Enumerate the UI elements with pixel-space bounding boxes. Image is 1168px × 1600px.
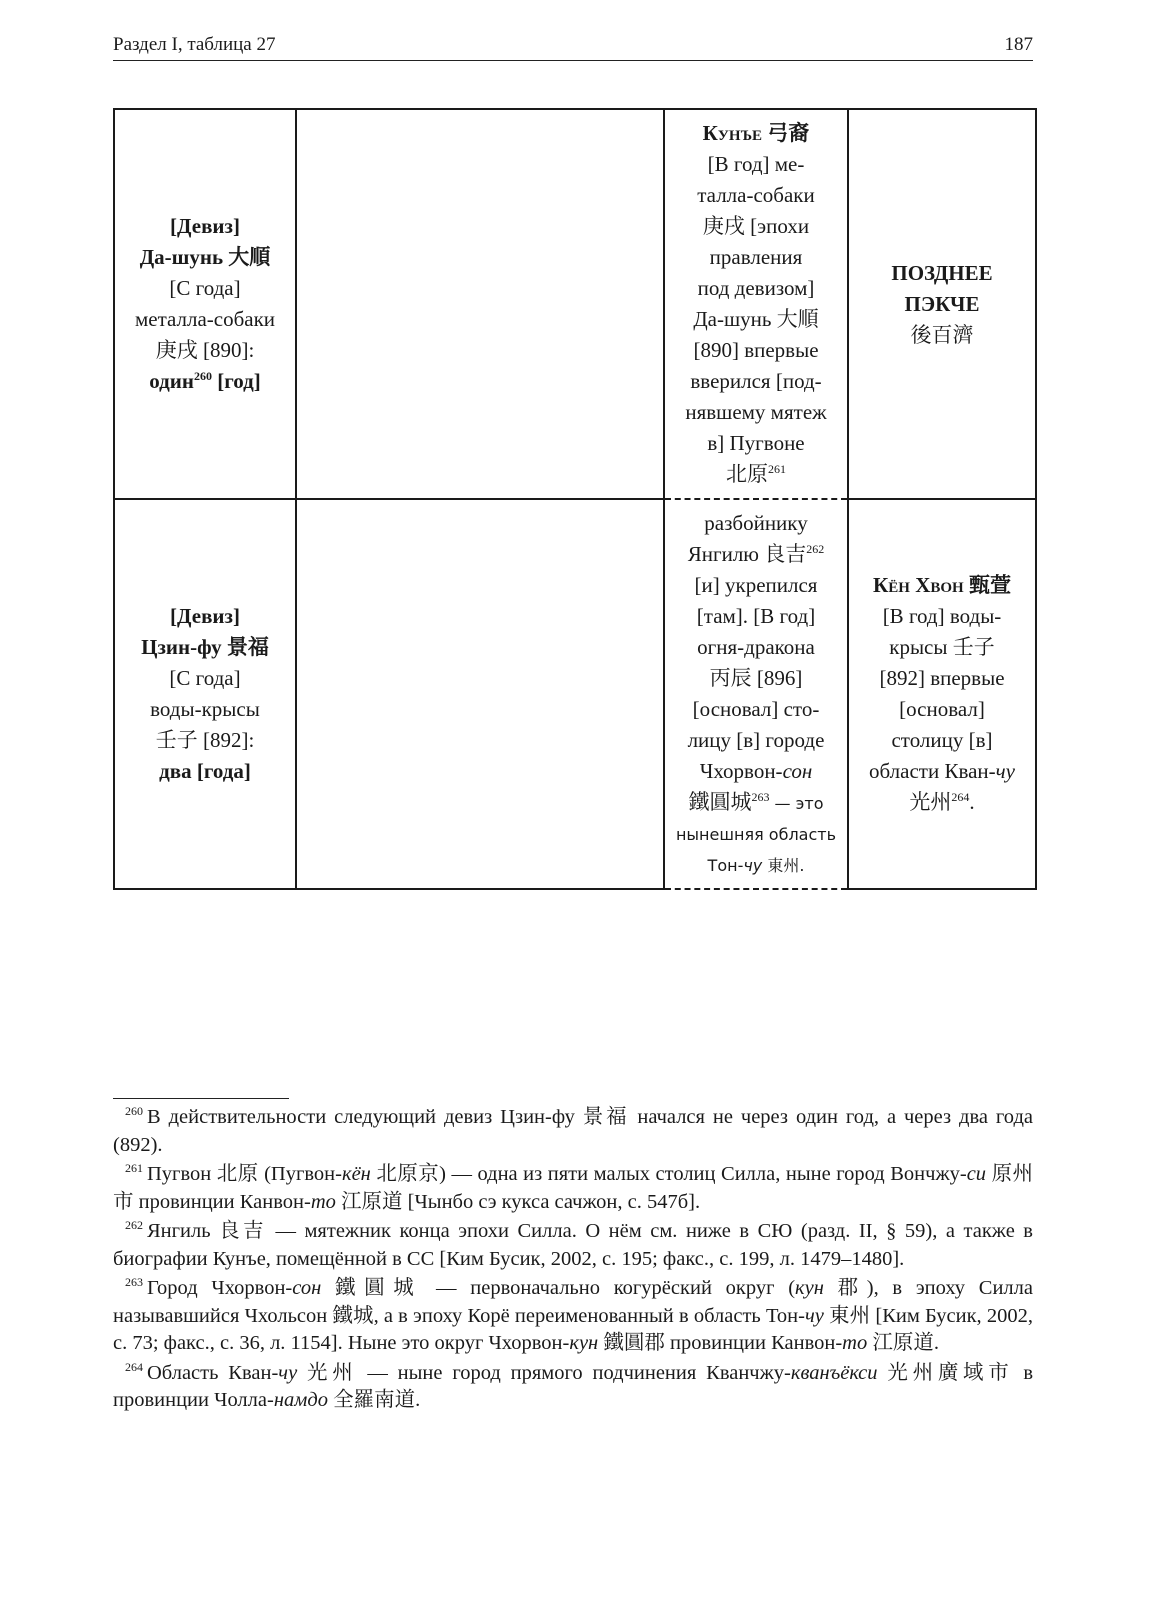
state-hanja: 後百濟 <box>910 322 974 347</box>
footnote-text: Янгиль 良吉 — мятежник конца эпохи Силла. О нём см. ниже в СЮ (разд. II, § 59), а также в биографии Кунъе, помещённой в СС [Ким Бусик, 2002, с. 195; факс., с. 199, л. 1479–1480]. <box>113 1220 1033 1270</box>
footnote-text: Пугвон 北原 (Пугвон- <box>147 1163 342 1185</box>
footnote-text-italic: кун <box>795 1277 824 1299</box>
cell-line: [В год] воды- <box>882 604 1002 628</box>
footnote-ref: 262 <box>806 541 825 556</box>
cell-line: [892] впервые <box>879 666 1005 690</box>
cell-line: талла-собаки <box>697 183 815 207</box>
footnote-260 <box>113 1104 1033 1159</box>
footnote-number: 260 <box>125 1104 143 1119</box>
cell-kunye-cont <box>664 499 848 889</box>
cell-text: 東州. <box>762 855 805 875</box>
cell-line: столицу [в] <box>891 728 993 752</box>
cell-title: Кён Хвон 甄萱 <box>873 573 1011 597</box>
footnote-number: 261 <box>125 1161 143 1176</box>
cell-line: 丙辰 [896] <box>709 665 803 690</box>
cell-line <box>669 539 843 570</box>
cell-line: Цзин-фу 景福 <box>141 635 269 659</box>
footnote-text-italic: кён <box>341 1163 371 1185</box>
footnote-text: 東州 [Ким Бусик, 2002, с. 73; факс., с. 36, л. 1154]. Ныне это округ Чхорвон- <box>113 1304 1033 1354</box>
footnote-264 <box>113 1360 1033 1415</box>
cell-line: [основал] <box>899 697 985 721</box>
cell-text: один <box>149 369 194 393</box>
footnote-separator <box>113 1098 289 1099</box>
cell-kunye <box>664 109 848 499</box>
cell-line: огня-дракона <box>697 634 815 659</box>
table-row <box>114 109 1036 499</box>
footnote-text: 郡), в эпоху Силла называвшийся Чхольсон 鐵城, а в эпоху Корё переименованный в область Тон- <box>113 1277 1033 1327</box>
footnote-text: 鐵圓郡 провинции Канвон- <box>598 1332 843 1354</box>
footnote-text: 光州 — ныне город прямого подчинения Кванчжу- <box>297 1361 791 1384</box>
cell-text: Чхорвон- <box>699 758 783 783</box>
footnote-text-italic: кванъёкси <box>790 1361 878 1384</box>
footnote-number: 264 <box>125 1359 143 1374</box>
cell-text: . <box>969 790 975 814</box>
cell-line: металла-собаки <box>134 307 276 331</box>
cell-line <box>853 787 1031 818</box>
cell-line <box>669 787 843 819</box>
cell-line: [Девиз] <box>170 214 240 238</box>
footnote-number: 263 <box>125 1275 143 1290</box>
cell-line: крысы 壬子 <box>889 635 995 659</box>
cell-text: [год] <box>217 369 261 393</box>
cell-line <box>669 756 843 787</box>
cell-line: [С года] <box>169 276 241 300</box>
cell-motto-jingfu <box>114 499 296 889</box>
cell-line: [основал] сто- <box>692 696 820 721</box>
cell-line: воды-крысы <box>150 697 260 721</box>
cell-text: 光州 <box>909 790 952 814</box>
cell-line: разбойнику <box>704 510 808 535</box>
cell-line: два [года] <box>159 759 251 783</box>
cell-line: лицу [в] городе <box>687 727 825 752</box>
footnote-text-italic: то <box>842 1332 868 1354</box>
page-number: 187 <box>1004 34 1033 55</box>
footnote-number: 262 <box>125 1218 143 1233</box>
footnote-ref: 263 <box>751 789 770 804</box>
cell-line: нявшему мятеж <box>685 400 827 424</box>
cell-line: [С года] <box>169 666 241 690</box>
cell-line: [там]. [В год] <box>696 603 816 628</box>
footnotes <box>113 1104 1033 1417</box>
footnote-text: Область Кван- <box>147 1361 279 1384</box>
cell-line: 庚戌 [890]: <box>155 338 255 362</box>
cell-line: вверился [под- <box>690 369 822 393</box>
cell-line <box>669 459 843 490</box>
footnote-text-italic: си <box>966 1163 987 1185</box>
state-title: ПЭКЧЕ <box>904 291 980 316</box>
footnote-text-italic: то <box>310 1190 336 1213</box>
empty-cell <box>296 109 664 499</box>
cell-line: [890] впервые <box>693 338 819 362</box>
state-title: ПОЗДНЕЕ <box>891 260 993 285</box>
footnote-text-italic: чу <box>804 1304 824 1327</box>
cell-text: — это <box>769 793 824 813</box>
table-row <box>114 499 1036 889</box>
cell-text: 北原 <box>726 462 768 486</box>
footnote-text: 江原道. <box>867 1332 939 1354</box>
cell-line: [В год] ме- <box>707 152 805 176</box>
cell-line: нынешняя область <box>675 824 837 844</box>
cell-line <box>119 366 291 397</box>
footnote-ref: 261 <box>768 462 786 476</box>
cell-line: 庚戌 [эпохи <box>702 214 810 238</box>
cell-later-paekche <box>848 109 1036 499</box>
footnote-text-italic: сон <box>292 1277 322 1299</box>
cell-title: Кунъе 弓裔 <box>702 121 810 145</box>
cell-line: [Девиз] <box>170 604 240 628</box>
cell-text-italic: чу <box>995 759 1015 783</box>
footnote-text: 北原京) — одна из пяти малых столиц Силла, ныне город Вончжу- <box>370 1163 967 1185</box>
cell-motto-dashun <box>114 109 296 499</box>
cell-kyon-hwon <box>848 499 1036 889</box>
footnote-ref: 260 <box>193 369 212 383</box>
cell-line: [и] укрепился <box>694 572 818 597</box>
footnote-262 <box>113 1218 1033 1273</box>
cell-line: 壬子 [892]: <box>155 728 255 752</box>
cell-text-italic: чу <box>743 855 763 875</box>
cell-text: Тон- <box>707 855 744 875</box>
running-head <box>113 34 1033 61</box>
cell-line: в] Пугвоне <box>707 431 805 455</box>
chronology-table <box>113 108 1037 890</box>
footnote-text-italic: кун <box>569 1332 599 1354</box>
footnote-text: В действительности следующий девиз Цзин-фу 景福 начался не через один год, а через два года (892). <box>113 1106 1033 1156</box>
empty-cell <box>296 499 664 889</box>
cell-line: под девизом] <box>697 276 815 300</box>
cell-text-italic: сон <box>782 758 813 783</box>
cell-text: области Кван- <box>869 759 996 783</box>
cell-line: Да-шунь 大順 <box>693 307 819 331</box>
cell-line <box>669 850 843 881</box>
cell-line: правления <box>709 245 803 269</box>
cell-text: Янгилю 良吉 <box>687 541 807 566</box>
footnote-text-italic: чу <box>278 1361 298 1384</box>
cell-line: Да-шунь 大順 <box>139 245 271 269</box>
footnote-ref: 264 <box>951 790 970 804</box>
cell-line <box>853 756 1031 787</box>
footnote-263 <box>113 1275 1033 1358</box>
footnote-text-italic: намдо <box>273 1389 328 1411</box>
footnote-text: 江原道 [Чынбо сэ кукса сачжон, с. 547б]. <box>335 1190 701 1213</box>
footnote-text: 全羅南道. <box>327 1389 421 1411</box>
footnote-261 <box>113 1161 1033 1216</box>
cell-text: 鐵圓城 <box>688 789 752 814</box>
footnote-text: 原州市 провинции Канвон- <box>113 1163 1034 1213</box>
footnote-text: 光州廣域市 в провинции Чолла- <box>113 1361 1033 1411</box>
footnote-text: Город Чхорвон- <box>147 1277 293 1299</box>
footnote-text: 鐵圓城 — первоначально когурёский округ ( <box>321 1277 796 1299</box>
section-title: Раздел I, таблица 27 <box>113 34 276 55</box>
